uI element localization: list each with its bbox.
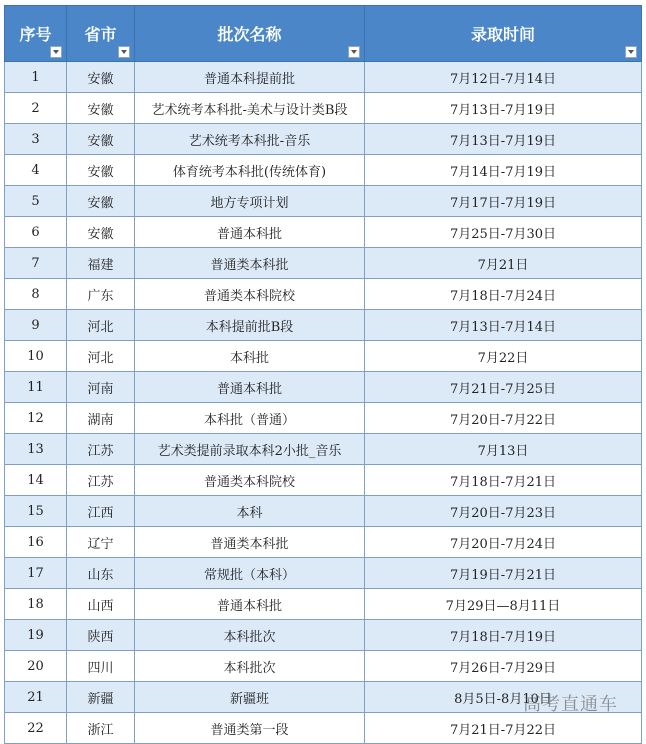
cell-admission-time[interactable]: 7月21日-7月25日 bbox=[365, 372, 642, 403]
table-row bbox=[5, 589, 642, 620]
cell-admission-time[interactable]: 7月21日 bbox=[365, 248, 642, 279]
table-row bbox=[5, 651, 642, 682]
cell-batch-name[interactable]: 本科批（普通） bbox=[135, 403, 365, 434]
filter-dropdown-icon[interactable] bbox=[348, 46, 360, 58]
cell-admission-time[interactable]: 7月13日-7月19日 bbox=[365, 124, 642, 155]
cell-batch-name[interactable]: 普通类本科院校 bbox=[135, 279, 365, 310]
cell-index[interactable]: 6 bbox=[5, 217, 67, 248]
watermark: 高考直通车 bbox=[523, 694, 618, 715]
cell-admission-time[interactable]: 7月12日-7月14日 bbox=[365, 62, 642, 93]
table-row bbox=[5, 62, 642, 93]
cell-province[interactable]: 辽宁 bbox=[67, 527, 135, 558]
table-row bbox=[5, 248, 642, 279]
table-row bbox=[5, 496, 642, 527]
cell-province[interactable]: 浙江 bbox=[67, 713, 135, 744]
cell-admission-time[interactable]: 8月5日-8月10日 bbox=[365, 682, 642, 713]
cell-index[interactable]: 20 bbox=[5, 651, 67, 682]
cell-index[interactable]: 16 bbox=[5, 527, 67, 558]
cell-index[interactable]: 10 bbox=[5, 341, 67, 372]
table-row bbox=[5, 620, 642, 651]
cell-province[interactable]: 福建 bbox=[67, 248, 135, 279]
cell-province[interactable]: 河北 bbox=[67, 341, 135, 372]
cell-province[interactable]: 河南 bbox=[67, 372, 135, 403]
table-row bbox=[5, 310, 642, 341]
cell-province[interactable]: 江西 bbox=[67, 496, 135, 527]
table-row bbox=[5, 403, 642, 434]
cell-province[interactable]: 安徽 bbox=[67, 124, 135, 155]
cell-admission-time[interactable]: 7月14日-7月19日 bbox=[365, 155, 642, 186]
cell-batch-name[interactable]: 地方专项计划 bbox=[135, 186, 365, 217]
cell-admission-time[interactable]: 7月13日-7月19日 bbox=[365, 93, 642, 124]
cell-admission-time[interactable]: 7月18日-7月24日 bbox=[365, 279, 642, 310]
table-row bbox=[5, 155, 642, 186]
spreadsheet bbox=[4, 5, 641, 744]
cell-province[interactable]: 安徽 bbox=[67, 155, 135, 186]
cell-index[interactable]: 18 bbox=[5, 589, 67, 620]
cell-province[interactable]: 安徽 bbox=[67, 93, 135, 124]
cell-index[interactable]: 3 bbox=[5, 124, 67, 155]
table-row bbox=[5, 527, 642, 558]
cell-province[interactable]: 安徽 bbox=[67, 62, 135, 93]
cell-province[interactable]: 山东 bbox=[67, 558, 135, 589]
table-row bbox=[5, 217, 642, 248]
cell-province[interactable]: 江苏 bbox=[67, 434, 135, 465]
cell-batch-name[interactable]: 艺术统考本科批-音乐 bbox=[135, 124, 365, 155]
cell-admission-time[interactable]: 7月13日 bbox=[365, 434, 642, 465]
cell-admission-time[interactable]: 7月20日-7月22日 bbox=[365, 403, 642, 434]
column-header-label: 省市 bbox=[84, 25, 117, 44]
table-row bbox=[5, 279, 642, 310]
cell-admission-time[interactable]: 7月18日-7月19日 bbox=[365, 620, 642, 651]
cell-index[interactable]: 15 bbox=[5, 496, 67, 527]
filter-dropdown-icon[interactable] bbox=[118, 46, 130, 58]
cell-admission-time[interactable]: 7月18日-7月21日 bbox=[365, 465, 642, 496]
cell-batch-name[interactable]: 常规批（本科） bbox=[135, 558, 365, 589]
cell-batch-name[interactable]: 艺术类提前录取本科2小批_音乐 bbox=[135, 434, 365, 465]
cell-index[interactable]: 12 bbox=[5, 403, 67, 434]
cell-province[interactable]: 安徽 bbox=[67, 217, 135, 248]
column-header-index bbox=[5, 6, 67, 62]
column-header-province bbox=[67, 6, 135, 62]
cell-batch-name[interactable]: 普通本科提前批 bbox=[135, 62, 365, 93]
cell-admission-time[interactable]: 7月22日 bbox=[365, 341, 642, 372]
cell-admission-time[interactable]: 7月21日-7月22日 bbox=[365, 713, 642, 744]
column-header-label: 录取时间 bbox=[470, 25, 535, 44]
cell-batch-name[interactable]: 本科批次 bbox=[135, 620, 365, 651]
cell-index[interactable]: 22 bbox=[5, 713, 67, 744]
cell-batch-name[interactable]: 普通本科批 bbox=[135, 217, 365, 248]
cell-batch-name[interactable]: 本科批 bbox=[135, 341, 365, 372]
cell-province[interactable]: 陕西 bbox=[67, 620, 135, 651]
table-row bbox=[5, 372, 642, 403]
table-row bbox=[5, 186, 642, 217]
cell-batch-name[interactable]: 普通类第一段 bbox=[135, 713, 365, 744]
cell-batch-name[interactable]: 本科 bbox=[135, 496, 365, 527]
table-row bbox=[5, 713, 642, 744]
cell-index[interactable]: 19 bbox=[5, 620, 67, 651]
cell-index[interactable]: 14 bbox=[5, 465, 67, 496]
cell-admission-time[interactable]: 7月13日-7月14日 bbox=[365, 310, 642, 341]
cell-province[interactable]: 安徽 bbox=[67, 186, 135, 217]
cell-index[interactable]: 8 bbox=[5, 279, 67, 310]
cell-index[interactable]: 2 bbox=[5, 93, 67, 124]
cell-province[interactable]: 广东 bbox=[67, 279, 135, 310]
cell-batch-name[interactable]: 普通类本科批 bbox=[135, 527, 365, 558]
cell-admission-time[interactable]: 7月29日—8月11日 bbox=[365, 589, 642, 620]
cell-index[interactable]: 1 bbox=[5, 62, 67, 93]
cell-batch-name[interactable]: 普通本科批 bbox=[135, 589, 365, 620]
table-row bbox=[5, 341, 642, 372]
cell-province[interactable]: 新疆 bbox=[67, 682, 135, 713]
table-row bbox=[5, 93, 642, 124]
cell-index[interactable]: 9 bbox=[5, 310, 67, 341]
cell-index[interactable]: 17 bbox=[5, 558, 67, 589]
table-row bbox=[5, 124, 642, 155]
filter-dropdown-icon[interactable] bbox=[50, 46, 62, 58]
cell-province[interactable]: 四川 bbox=[67, 651, 135, 682]
cell-index[interactable]: 21 bbox=[5, 682, 67, 713]
cell-admission-time[interactable]: 7月25日-7月30日 bbox=[365, 217, 642, 248]
cell-index[interactable]: 11 bbox=[5, 372, 67, 403]
cell-batch-name[interactable]: 普通本科批 bbox=[135, 372, 365, 403]
admission-schedule-table bbox=[4, 5, 642, 744]
table-row bbox=[5, 558, 642, 589]
cell-province[interactable]: 湖南 bbox=[67, 403, 135, 434]
cell-batch-name[interactable]: 本科提前批B段 bbox=[135, 310, 365, 341]
cell-index[interactable]: 13 bbox=[5, 434, 67, 465]
cell-province[interactable]: 山西 bbox=[67, 589, 135, 620]
table-row bbox=[5, 434, 642, 465]
column-header-label: 批次名称 bbox=[217, 25, 282, 44]
cell-province[interactable]: 河北 bbox=[67, 310, 135, 341]
cell-index[interactable]: 4 bbox=[5, 155, 67, 186]
cell-admission-time[interactable]: 7月20日-7月23日 bbox=[365, 496, 642, 527]
cell-batch-name[interactable]: 普通类本科院校 bbox=[135, 465, 365, 496]
header-row bbox=[5, 6, 642, 62]
cell-province[interactable]: 江苏 bbox=[67, 465, 135, 496]
table-row bbox=[5, 465, 642, 496]
cell-admission-time[interactable]: 7月26日-7月29日 bbox=[365, 651, 642, 682]
cell-batch-name[interactable]: 本科批次 bbox=[135, 651, 365, 682]
cell-batch-name[interactable]: 新疆班 bbox=[135, 682, 365, 713]
cell-batch-name[interactable]: 艺术统考本科批-美术与设计类B段 bbox=[135, 93, 365, 124]
filter-dropdown-icon[interactable] bbox=[625, 46, 637, 58]
cell-index[interactable]: 5 bbox=[5, 186, 67, 217]
cell-admission-time[interactable]: 7月19日-7月21日 bbox=[365, 558, 642, 589]
column-header-time bbox=[365, 6, 642, 62]
column-header-label: 序号 bbox=[19, 25, 52, 44]
cell-admission-time[interactable]: 7月20日-7月24日 bbox=[365, 527, 642, 558]
cell-batch-name[interactable]: 普通类本科批 bbox=[135, 248, 365, 279]
cell-index[interactable]: 7 bbox=[5, 248, 67, 279]
column-header-batch bbox=[135, 6, 365, 62]
cell-admission-time[interactable]: 7月17日-7月19日 bbox=[365, 186, 642, 217]
cell-batch-name[interactable]: 体育统考本科批(传统体育) bbox=[135, 155, 365, 186]
